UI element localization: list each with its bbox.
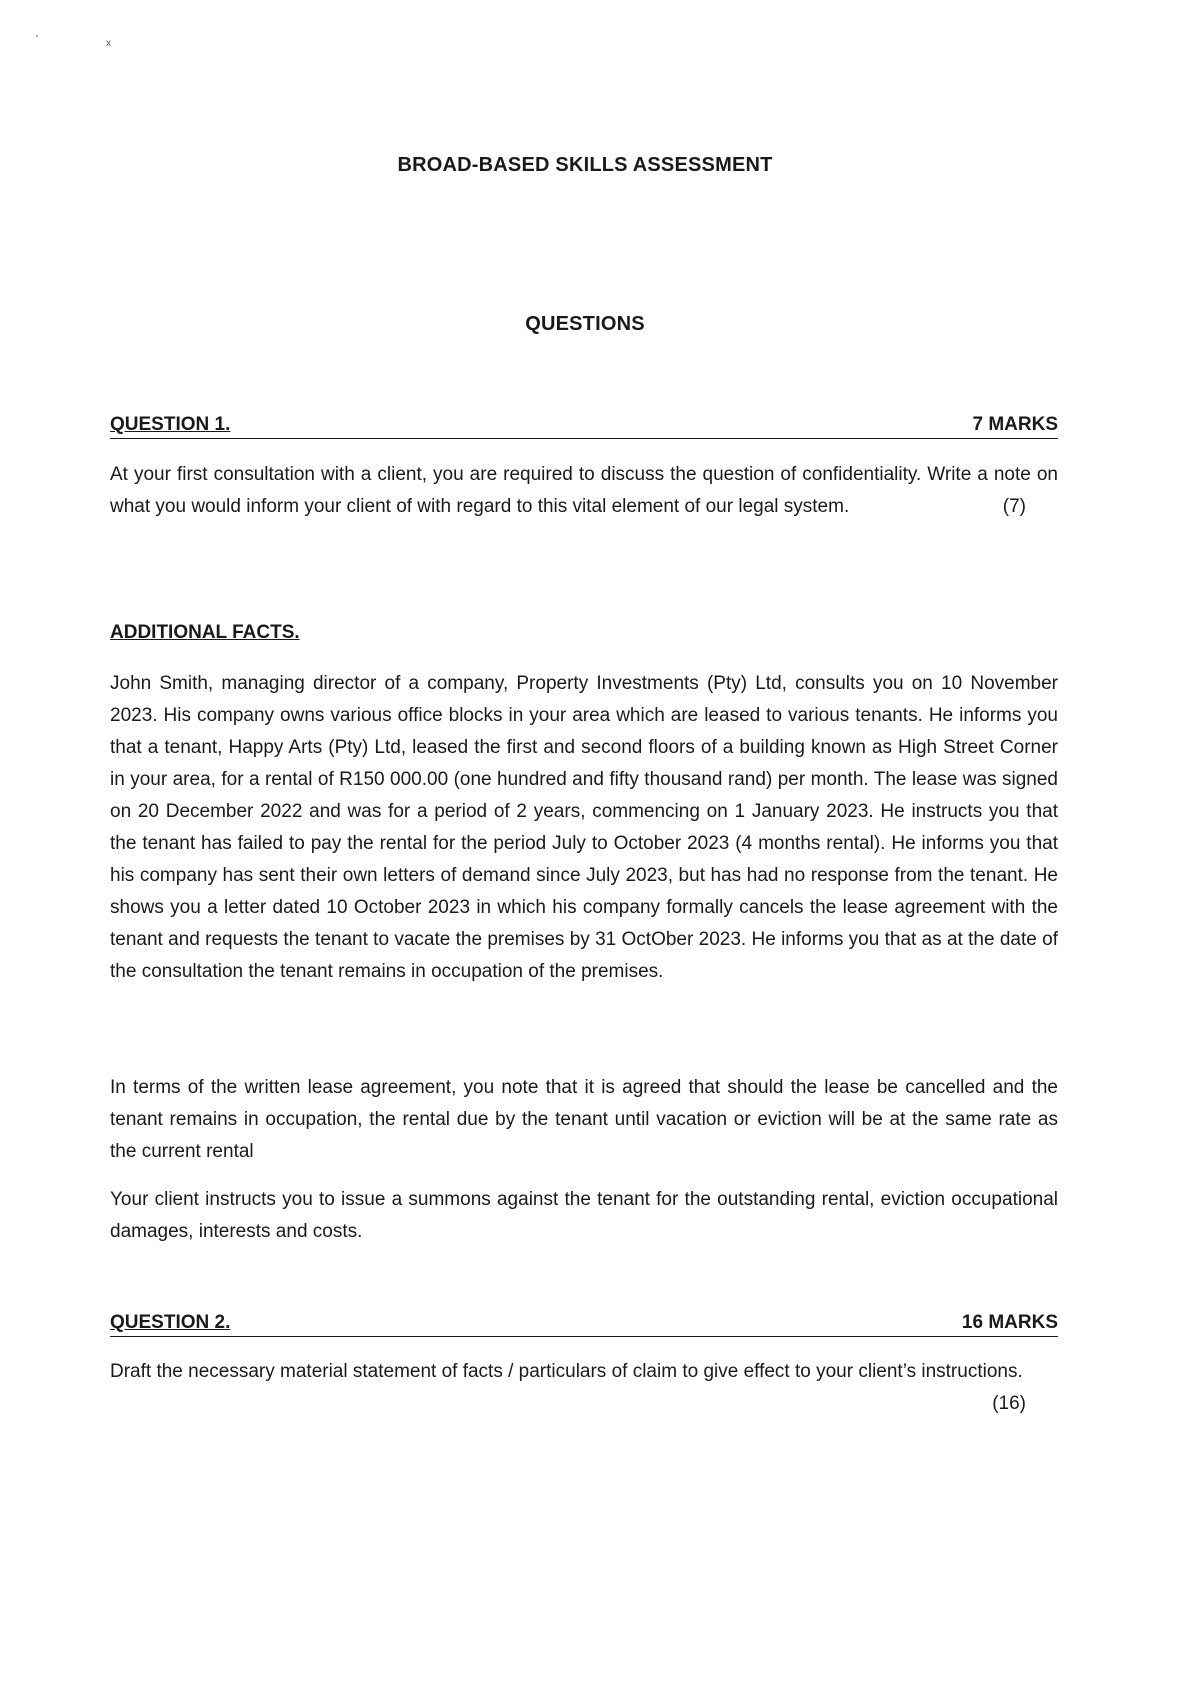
facts-paragraph-2: In terms of the written lease agreement, you note that it is agreed that should the lease be cancelled and the tenant remains in occupation, the rental due by the tenant until vacation or eviction will be at the same rate as the current rental [110,1077,1058,1162]
question-2-text [110,1356,1058,1420]
question-1-heading [110,412,1058,439]
section-title: QUESTIONS [525,313,645,335]
question-2-mark-value: (16) [992,1393,1026,1414]
question-1-marks: 7 MARKS [972,414,1058,435]
question-1-label: QUESTION 1. [110,414,231,435]
question-1-body: At your first consultation with a client, you are required to discuss the question of confidentiality. Write a note on what you would inform your client of with regard to this vital element of our legal system. [110,464,1058,517]
question-1-mark-value: (7) [1002,496,1026,517]
additional-facts-heading: ADDITIONAL FACTS. [110,622,300,643]
scan-speck: ' [36,34,38,45]
question-2-heading [110,1310,1058,1337]
question-1-text [110,459,1058,523]
document-title: BROAD-BASED SKILLS ASSESSMENT [397,154,773,176]
facts-paragraph-3: Your client instructs you to issue a summons against the tenant for the outstanding rental, eviction occupational damages, interests and costs. [110,1189,1058,1242]
question-2-body: Draft the necessary material statement of facts / particulars of claim to give effect to your client’s instructions. [110,1361,1023,1382]
question-2-label: QUESTION 2. [110,1312,231,1333]
question-2-marks: 16 MARKS [961,1312,1058,1333]
facts-paragraph-1: John Smith, managing director of a company, Property Investments (Pty) Ltd, consults you on 10 November 2023. His company owns various office blocks in your area which are leased to various tenants. He informs you that a tenant, Happy Arts (Pty) Ltd, leased the first and second floors of a building known as High Street Corner in your area, for a rental of R150 000.00 (one hundred and fifty thousand rand) per month. The lease was signed on 20 December 2022 and was for a period of 2 years, commencing on 1 January 2023. He instructs you that the tenant has failed to pay the rental for the period July to October 2023 (4 months rental). He informs you that his company has sent their own letters of demand since July 2023, but has had no response from the tenant. He shows you a letter dated 10 October 2023 in which his company formally cancels the lease agreement with the tenant and requests the tenant to vacate the premises by 31 OctOber 2023. He informs you that as at the date of the consultation the tenant remains in occupation of the premises. [110,673,1058,982]
scan-speck: x [106,38,111,49]
